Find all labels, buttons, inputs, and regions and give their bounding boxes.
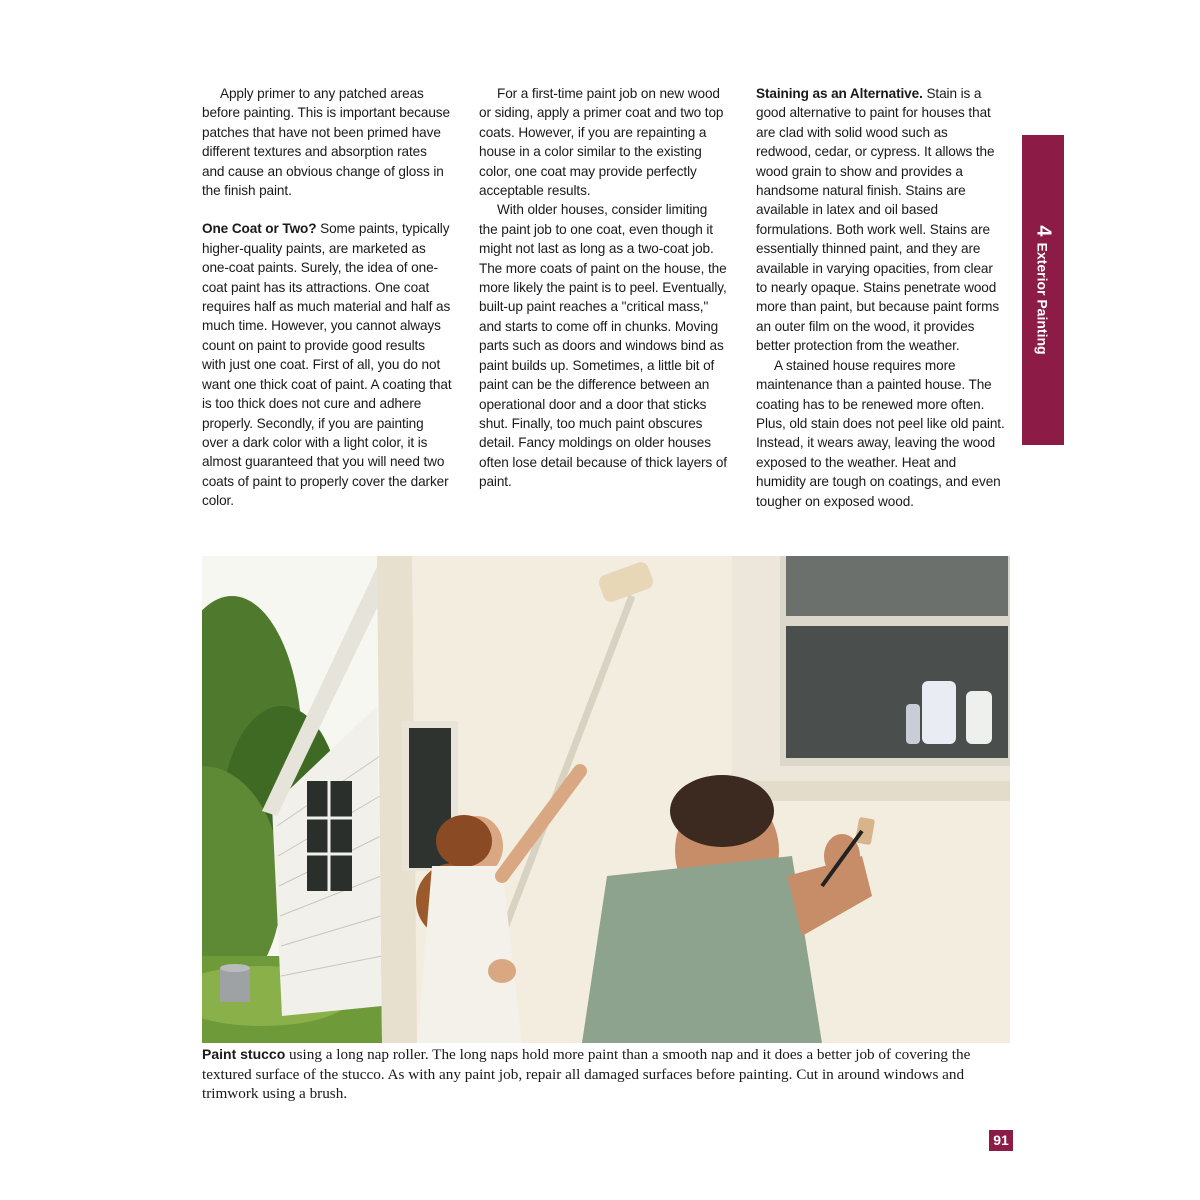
chapter-title: Exterior Painting [1034,242,1051,355]
paragraph: Apply primer to any patched areas before painting. This is important because patches that have not been primed have different textures and absorption rates and cause an obvious change of gloss in the finish paint. [202,86,450,199]
paragraph [202,219,452,510]
text-column-2 [479,84,729,492]
run-in-heading: Staining as an Alternative. [756,86,923,101]
chapter-number: 4 [1032,225,1055,237]
photo-caption [202,1045,1014,1104]
paragraph: A stained house requires more maintenance than a painted house. The coating has to be renewed more often. Plus, old stain does not peel like old paint. Instead, it wears away, leaving the wood exposed to the weather. Heat and humidity are tough on coatings, and even tougher on exposed wood. [756,357,1005,509]
paragraph-text: Some paints, typically higher-quality paints, are marketed as one-coat paints. Surely, the idea of one-coat paint has its attractions. One coat requires half as much material and half as much time. However, you cannot always count on paint to provide good results with just one coat. First of all, you do not want one thick coat of paint. A coating that is too thick does not cure and adhere properly. Secondly, if you are painting over a dark color with a light color, it is almost guaranteed that you will need two coats of paint to properly cover the darker color. [202,221,452,509]
paragraph: With older houses, consider limiting the paint job to one coat, even though it might not last as long as a two-coat job. The more coats of paint on the house, the more likely the paint is to peel. Eventually, built-up paint reaches a "critical mass," and starts to come off in chunks. Moving parts such as doors and windows bind as paint builds up. Sometimes, a little bit of paint can be the difference between an operational door and a door that sticks shut. Finally, too much paint obscures detail. Fancy moldings on older houses often lose detail because of thick layers of paint. [479,202,727,490]
caption-text: using a long nap roller. The long naps hold more paint than a smooth nap and it does a better job of covering the textured surface of the stucco. As with any paint job, repair all damaged surfaces before painting. Cut in around windows and trimwork using a brush. [202,1046,971,1102]
photo-painting-stucco [202,556,1010,1043]
chapter-tab [1022,135,1064,445]
text-column-3 [756,84,1006,511]
paragraph-text: Stain is a good alternative to paint for houses that are clad with solid wood such as redwood, cedar, or cypress. It allows the wood grain to show and provides a handsome natural finish. Stains are available in latex and oil based formulations. Both work well. Stains are essentially thinned paint, and they are available in varying opacities, from clear to nearly opaque. Stains penetrate wood more than paint, but because paint forms an outer film on the wood, it provides better protection from the weather. [756,86,1000,354]
caption-heading: Paint stucco [202,1046,286,1062]
photo-illustration [202,556,1010,1043]
paragraph [756,84,1006,356]
page-number: 91 [989,1130,1013,1151]
text-column-1 [202,84,452,511]
run-in-heading: One Coat or Two? [202,221,317,237]
paragraph: For a first-time paint job on new wood or siding, apply a primer coat and two top coats. However, if you are repainting a house in a color similar to the existing color, one coat may provide perfectly acceptable results. [479,86,724,199]
chapter-tab-text [1032,225,1055,354]
